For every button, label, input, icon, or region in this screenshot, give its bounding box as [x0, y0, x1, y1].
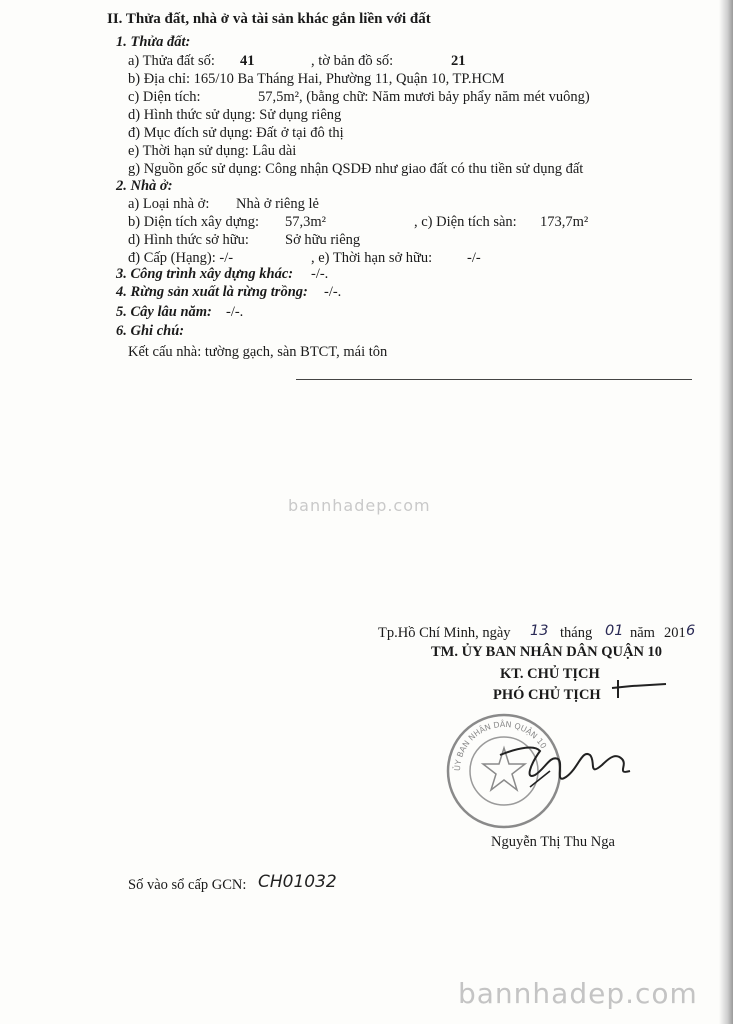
scan-edge-shadow — [719, 0, 733, 1024]
house-floor-area-value: 173,7m² — [540, 214, 589, 230]
notes-text: Kết cấu nhà: tường gạch, sàn BTCT, mái tôn — [128, 344, 388, 360]
other-works-heading: 3. Công trình xây dựng khác: — [116, 266, 294, 282]
house-build-area-value: 57,3m² — [285, 214, 327, 230]
land-area-label: c) Diện tích: — [128, 89, 201, 105]
forest-heading: 4. Rừng sản xuất là rừng trồng: — [116, 284, 308, 300]
house-ownership-label: d) Hình thức sở hữu: — [128, 232, 249, 248]
section-title: II. Thửa đất, nhà ở và tài sản khác gắn liền với đất — [107, 11, 431, 27]
signing-organization: TM. ỦY BAN NHÂN DÂN QUẬN 10 — [431, 644, 663, 660]
date-prefix: Tp.Hồ Chí Minh, ngày — [378, 625, 511, 641]
gcn-register-number: CH01032 — [258, 872, 337, 892]
land-parcel-label: a) Thửa đất số: — [128, 53, 215, 69]
house-type-value: Nhà ở riêng lẻ — [236, 196, 319, 212]
initial-mark — [598, 676, 668, 702]
house-floor-area-label: , c) Diện tích sàn: — [414, 214, 517, 230]
map-sheet-label: , tờ bản đồ số: — [311, 53, 394, 69]
watermark-mid: bannhadep.com — [288, 496, 431, 515]
other-works-value: -/-. — [311, 266, 329, 282]
handwritten-signature — [490, 725, 640, 805]
seal-text: ỦY BAN NHÂN DÂN QUẬN 10 — [452, 719, 549, 772]
land-address: b) Địa chỉ: 165/10 Ba Tháng Hai, Phường 11, Quận 10, TP.HCM — [128, 71, 505, 87]
house-build-area-label: b) Diện tích xây dựng: — [128, 214, 260, 230]
notes-heading: 6. Ghi chú: — [116, 323, 185, 339]
house-term-value: -/- — [467, 250, 481, 266]
house-grade: đ) Cấp (Hạng): -/- — [128, 250, 234, 266]
gcn-register-label: Số vào sổ cấp GCN: — [128, 877, 247, 893]
divider-line — [296, 379, 692, 380]
date-day: 13 — [530, 623, 549, 639]
house-type-label: a) Loại nhà ở: — [128, 196, 210, 212]
date-month-label: tháng — [560, 625, 593, 641]
perennial-heading: 5. Cây lâu năm: — [116, 304, 212, 320]
date-year-digit: 6 — [686, 623, 696, 639]
perennial-value: -/-. — [226, 304, 244, 320]
land-use-purpose: đ) Mục đích sử dụng: Đất ở tại đô thị — [128, 125, 344, 141]
date-year-prefix: 201 — [664, 625, 686, 641]
signing-authority: KT. CHỦ TỊCH — [500, 666, 600, 682]
forest-value: -/-. — [324, 284, 342, 300]
land-heading: 1. Thửa đất: — [116, 34, 191, 50]
land-area-value: 57,5m², (bằng chữ: Năm mươi bảy phẩy năm mét vuông) — [258, 89, 590, 105]
signer-title: PHÓ CHỦ TỊCH — [493, 687, 601, 703]
signer-name: Nguyễn Thị Thu Nga — [491, 834, 615, 850]
house-heading: 2. Nhà ở: — [116, 178, 173, 194]
land-parcel-number: 41 — [240, 53, 255, 69]
map-sheet-number: 21 — [451, 53, 466, 69]
date-year-label: năm — [630, 625, 655, 641]
land-use-term: e) Thời hạn sử dụng: Lâu dài — [128, 143, 297, 159]
house-ownership-value: Sở hữu riêng — [285, 232, 361, 248]
watermark-bottom: bannhadep.com — [458, 977, 698, 1010]
date-month: 01 — [605, 623, 624, 639]
land-use-form: d) Hình thức sử dụng: Sử dụng riêng — [128, 107, 342, 123]
house-term-label: , e) Thời hạn sở hữu: — [311, 250, 433, 266]
land-use-origin: g) Nguồn gốc sử dụng: Công nhận QSDĐ như giao đất có thu tiền sử dụng đất — [128, 161, 584, 177]
